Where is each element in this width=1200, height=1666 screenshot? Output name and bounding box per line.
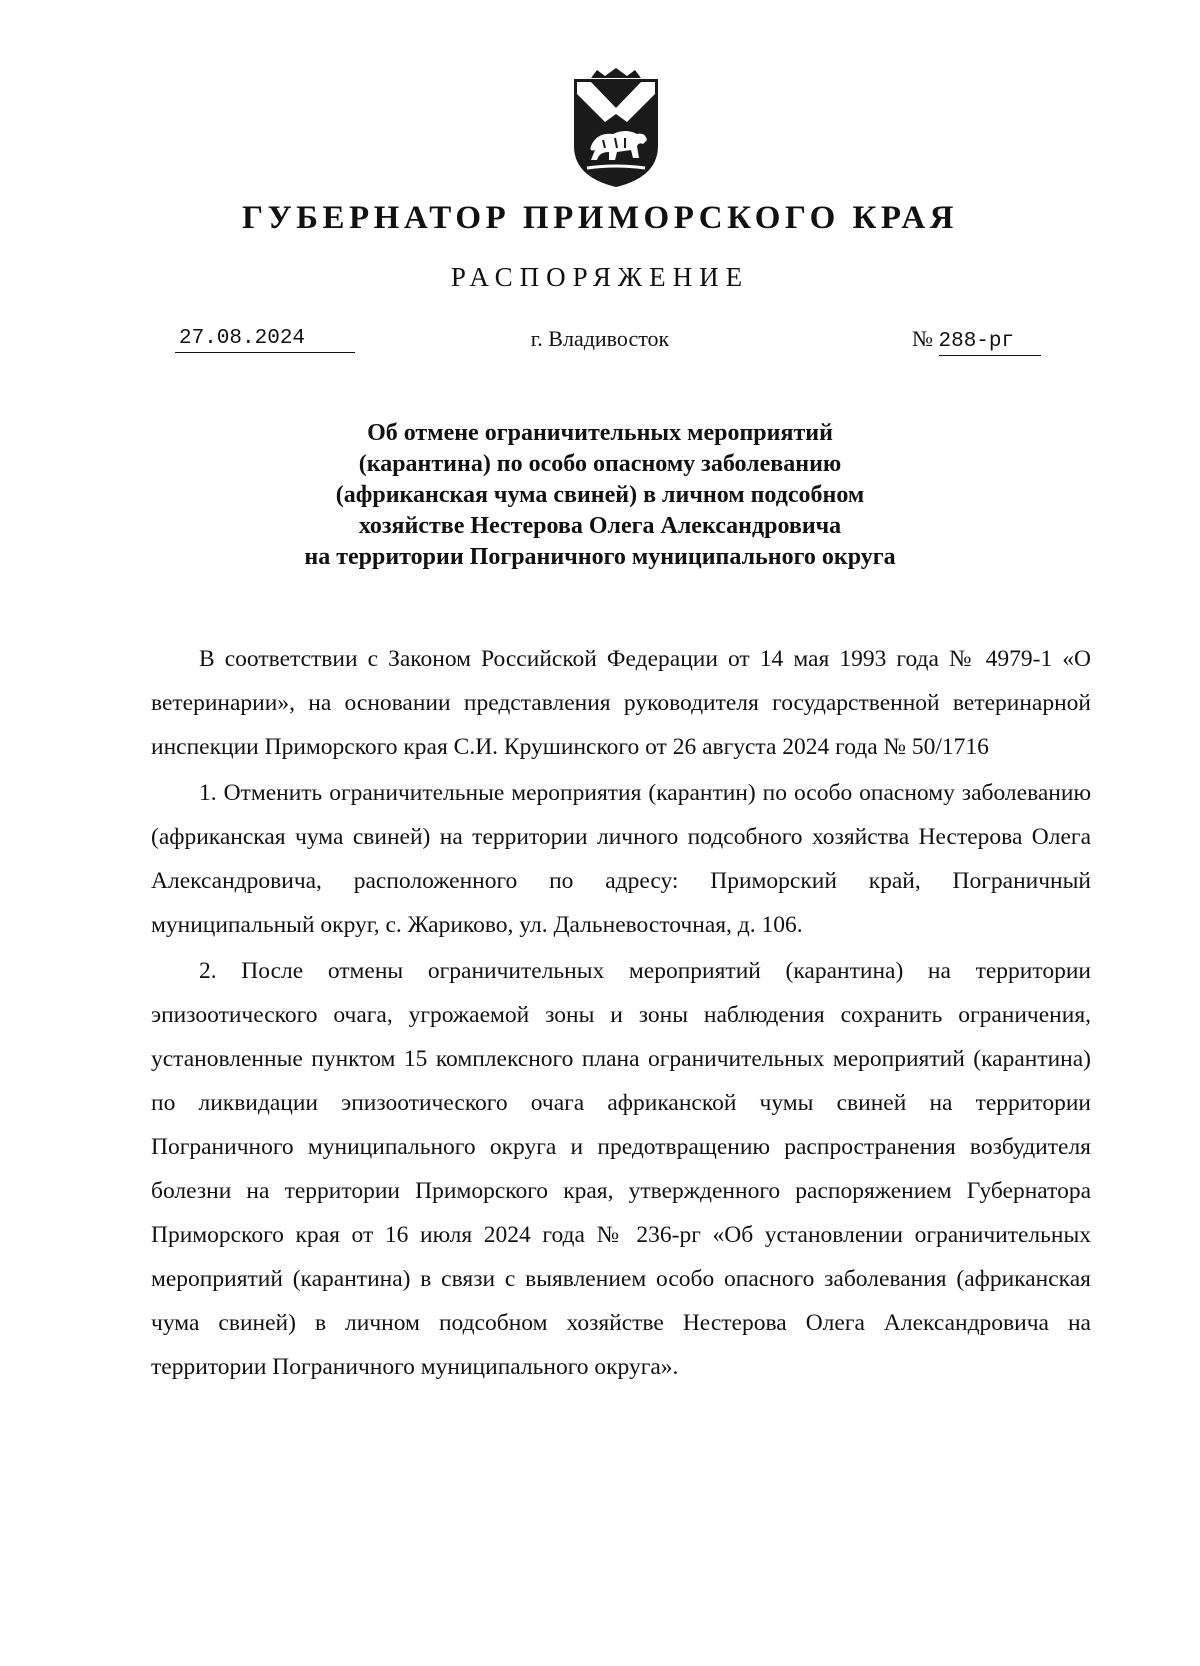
issuing-authority: ГУБЕРНАТОР ПРИМОРСКОГО КРАЯ xyxy=(241,200,959,236)
clause-2-paragraph: 2. После отмены ограничительных мероприятий (карантина) на территории эпизоотического очага, угрожаемой зоны и зоны наблюдения сохранить ограничения, установленные пунктом 15 комплексного плана ограничительных мероприятий (карантина) по ликвидации эпизоотического очага африканской чумы свиней на территории Пограничного муниципального округа и предотвращению распространения возбудителя болезни на территории Приморского края, утвержденного распоряжением Губернатора Приморского края от 16 июля 2024 года № 236-рг «Об установлении ограничительных мероприятий (карантина) в связи с выявлением особо опасного заболевания (африканская чума свиней) в личном подсобном хозяйстве Нестерова Олега Александровича на территории Пограничного муниципального округа». xyxy=(151,958,1091,1380)
title-line: (африканская чума свиней) в личном подсобном xyxy=(335,482,865,508)
title-line: (карантина) по особо опасному заболеванию xyxy=(358,451,842,477)
clause-1-paragraph: 1. Отменить ограничительные мероприятия (карантин) по особо опасному заболеванию (африканская чума свиней) на территории личного подсобного хозяйства Нестерова Олега Александровича, расположенного по адресу: Приморский край, Пограничный муниципальный округ, с. Жариково, ул. Дальневосточная, д. 106. xyxy=(151,780,1091,938)
document-number xyxy=(912,326,1060,356)
document-title xyxy=(150,418,1050,573)
number-value: 288-рг xyxy=(939,329,1041,356)
document-city: г. Владивосток xyxy=(530,326,670,351)
document-date: 27.08.2024 xyxy=(175,326,355,353)
preamble-paragraph: В соответствии с Законом Российской Федерации от 14 мая 1993 года № 4979-1 «О ветеринарии», на основании представления руководителя государственной ветеринарной инспекции Приморского края С.И. Крушинского от 26 августа 2024 года № 50/1716 xyxy=(151,646,1091,760)
title-line: Об отмене ограничительных мероприятий xyxy=(367,420,833,446)
title-line: на территории Пограничного муниципального округа xyxy=(304,544,896,570)
crown-icon xyxy=(591,68,641,78)
title-line: хозяйстве Нестерова Олега Александровича xyxy=(358,513,842,539)
number-prefix: № xyxy=(912,326,933,351)
document-body xyxy=(151,637,1091,1389)
document-type: РАСПОРЯЖЕНИЕ xyxy=(450,262,750,292)
coat-of-arms-icon xyxy=(567,68,665,188)
